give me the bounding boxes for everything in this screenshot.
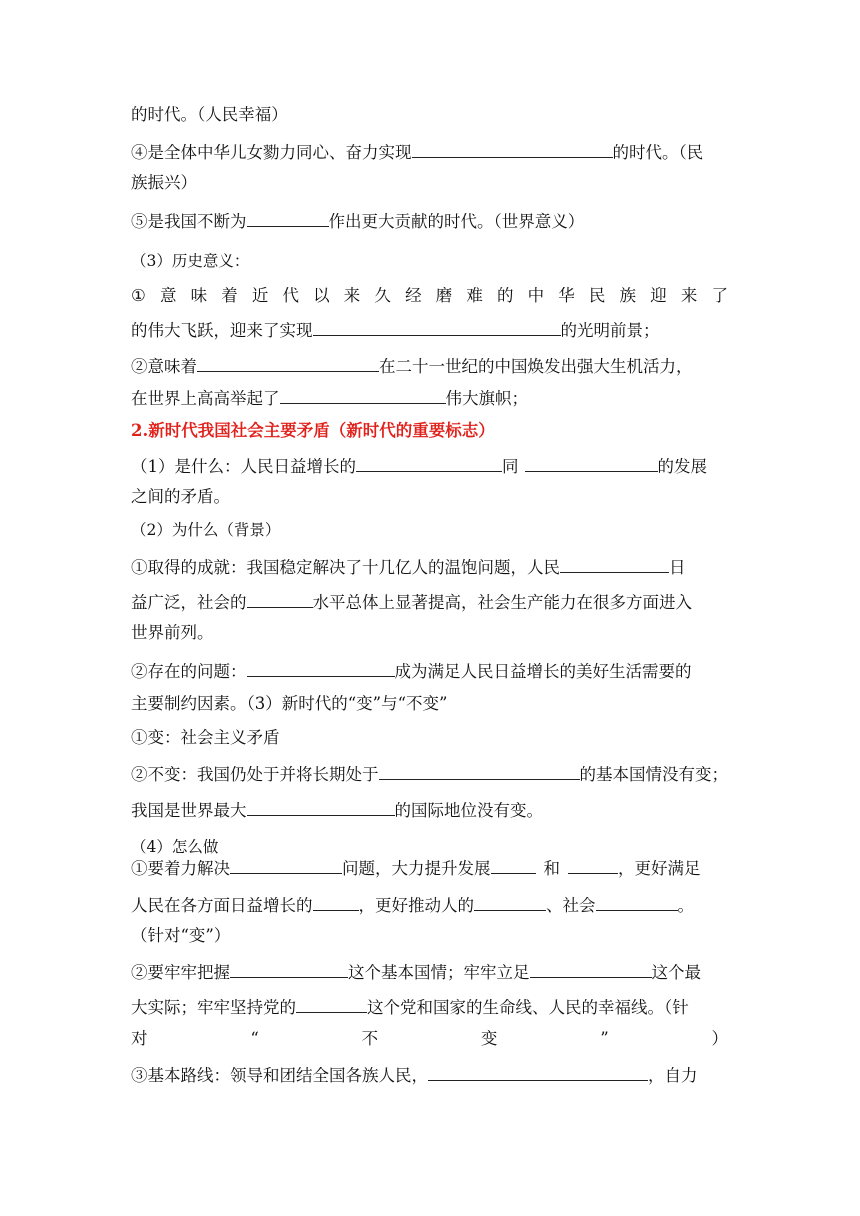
line-char: 近 xyxy=(251,286,269,305)
text-line xyxy=(131,659,731,681)
text-line xyxy=(131,727,731,749)
line-char: 久 xyxy=(374,286,391,305)
line-text: ③基本路线：领导和团结全国各族人民， xyxy=(131,1066,428,1085)
text-line xyxy=(131,104,731,126)
text-line xyxy=(131,622,731,644)
text-line xyxy=(131,318,731,340)
line-text: 和 xyxy=(543,859,560,878)
fill-blank[interactable] xyxy=(313,893,359,911)
line-text: 。 xyxy=(677,896,694,915)
line-text: ④是全体中华儿女勠力同心、奋力实现 xyxy=(131,143,412,162)
line-text: ②存在的问题： xyxy=(131,662,247,681)
fill-blank[interactable] xyxy=(356,454,502,472)
line-text: ②要牢牢把握 xyxy=(131,963,230,982)
line-text: 人民在各方面日益增长的 xyxy=(131,896,313,915)
line-text: （4）怎么做 xyxy=(131,838,219,856)
fill-blank[interactable] xyxy=(491,856,536,874)
text-line-justified xyxy=(131,1028,728,1050)
fill-blank[interactable] xyxy=(596,893,678,911)
line-char: 不 xyxy=(361,1029,379,1048)
line-text: （3）历史意义： xyxy=(131,252,250,270)
text-line xyxy=(131,693,731,715)
line-text: 族振兴） xyxy=(131,173,197,192)
text-line xyxy=(131,893,731,915)
fill-blank[interactable] xyxy=(230,856,342,874)
fill-blank[interactable] xyxy=(568,856,618,874)
text-line xyxy=(131,555,731,577)
line-text: 这个党和国家的生命线、人民的幸福线。（针 xyxy=(367,998,689,1017)
line-text: 作出更大贡献的时代。（世界意义） xyxy=(328,212,585,231)
line-text: 益广泛，社会的 xyxy=(131,593,247,612)
line-text: 的光明前景； xyxy=(560,321,660,340)
fill-blank[interactable] xyxy=(296,995,367,1013)
line-text: ，更好推动人的 xyxy=(358,896,474,915)
section-title xyxy=(131,420,731,442)
line-char: 来 xyxy=(343,286,361,305)
line-text: ②意味着 xyxy=(131,357,197,376)
line-char: 着 xyxy=(221,286,238,305)
line-text: 问题，大力提升发展 xyxy=(342,859,491,878)
text-line xyxy=(131,856,731,878)
line-text: 的时代。（民 xyxy=(612,143,704,162)
text-line xyxy=(131,798,731,820)
fill-blank[interactable] xyxy=(247,659,395,677)
line-char: 对 xyxy=(131,1029,148,1048)
line-char: 了 xyxy=(711,286,728,305)
line-text: 成为满足人民日益增长的美好生活需要的 xyxy=(394,662,692,681)
line-text: 、社会 xyxy=(546,896,596,915)
fill-blank[interactable] xyxy=(525,454,658,472)
line-text: 的发展 xyxy=(657,457,707,476)
line-text: 同 xyxy=(502,457,519,476)
line-text: ②不变：我国仍处于并将长期处于 xyxy=(131,765,379,784)
section-heading xyxy=(131,836,731,858)
line-char: 意 xyxy=(159,286,177,305)
line-char: 味 xyxy=(190,286,208,305)
line-text: 主要制约因素。（3）新时代的“变”与“不变” xyxy=(131,694,448,713)
text-line-justified xyxy=(131,285,728,307)
fill-blank[interactable] xyxy=(247,590,313,608)
line-char: ” xyxy=(600,1029,609,1048)
line-text: 日 xyxy=(669,558,686,577)
text-line xyxy=(131,590,731,612)
line-text: ，更好满足 xyxy=(618,859,701,878)
line-char: 代 xyxy=(282,286,299,305)
line-text: （1）是什么：人民日益增长的 xyxy=(131,457,356,476)
text-line xyxy=(131,172,731,194)
fill-blank[interactable] xyxy=(379,762,580,780)
line-char: “ xyxy=(250,1029,259,1048)
text-line xyxy=(131,454,731,476)
line-text: ①要着力解决 xyxy=(131,859,230,878)
line-text: 的国际地位没有变。 xyxy=(394,801,543,820)
text-line xyxy=(131,960,731,982)
line-char: 经 xyxy=(405,286,422,305)
line-text: ⑤是我国不断为 xyxy=(131,212,247,231)
line-char: 迎 xyxy=(650,286,667,305)
line-char: 变 xyxy=(480,1029,498,1048)
line-text: 2.新时代我国社会主要矛盾（新时代的重要标志） xyxy=(131,421,495,440)
fill-blank[interactable] xyxy=(280,386,446,404)
line-char: ① xyxy=(131,286,146,305)
fill-blank[interactable] xyxy=(560,555,669,573)
text-line xyxy=(131,386,731,408)
line-char: 族 xyxy=(619,286,637,305)
line-char: ） xyxy=(711,1029,728,1048)
line-text: 这个最 xyxy=(651,963,701,982)
line-char: 华 xyxy=(558,286,575,305)
text-line xyxy=(131,486,731,508)
text-line xyxy=(131,1063,731,1085)
line-char: 中 xyxy=(527,286,545,305)
fill-blank[interactable] xyxy=(313,318,561,336)
line-text: 世界前列。 xyxy=(131,623,214,642)
line-text: 的基本国情没有变； xyxy=(579,765,728,784)
fill-blank[interactable] xyxy=(530,960,652,978)
line-char: 以 xyxy=(313,286,330,305)
line-text: ①取得的成就：我国稳定解决了十几亿人的温饱问题，人民 xyxy=(131,558,560,577)
line-char: 民 xyxy=(588,286,606,305)
line-text: ，自力 xyxy=(648,1066,698,1085)
line-text: （针对“变”） xyxy=(131,926,231,945)
line-text: 在二十一世纪的中国焕发出强大生机活力， xyxy=(379,357,693,376)
line-text: 在世界上高高举起了 xyxy=(131,389,280,408)
line-char: 来 xyxy=(680,286,698,305)
text-line xyxy=(131,995,731,1017)
text-line xyxy=(131,209,731,231)
fill-blank[interactable] xyxy=(474,893,546,911)
text-line xyxy=(131,354,731,376)
fill-blank[interactable] xyxy=(247,798,395,816)
fill-blank[interactable] xyxy=(412,140,613,158)
line-text: 的伟大飞跃，迎来了实现 xyxy=(131,321,313,340)
line-text: （2）为什么（背景） xyxy=(131,521,281,539)
fill-blank[interactable] xyxy=(197,354,379,372)
text-line xyxy=(131,925,731,947)
line-text: 大实际；牢牢坚持党的 xyxy=(131,998,296,1017)
fill-blank[interactable] xyxy=(428,1063,648,1081)
text-line xyxy=(131,140,731,162)
line-char: 的 xyxy=(496,286,514,305)
line-text: 我国是世界最大 xyxy=(131,801,247,820)
line-text: 伟大旗帜； xyxy=(445,389,528,408)
line-text: 这个基本国情；牢牢立足 xyxy=(348,963,530,982)
line-text: 的时代。（人民幸福） xyxy=(131,105,288,124)
fill-blank[interactable] xyxy=(247,209,329,227)
line-char: 难 xyxy=(466,286,483,305)
line-char: 磨 xyxy=(435,286,453,305)
line-text: ①变：社会主义矛盾 xyxy=(131,728,280,747)
line-text: 之间的矛盾。 xyxy=(131,487,230,506)
text-line xyxy=(131,762,731,784)
section-heading xyxy=(131,250,731,272)
line-text: 水平总体上显著提高，社会生产能力在很多方面进入 xyxy=(312,593,692,612)
fill-blank[interactable] xyxy=(230,960,348,978)
section-heading xyxy=(131,519,731,541)
